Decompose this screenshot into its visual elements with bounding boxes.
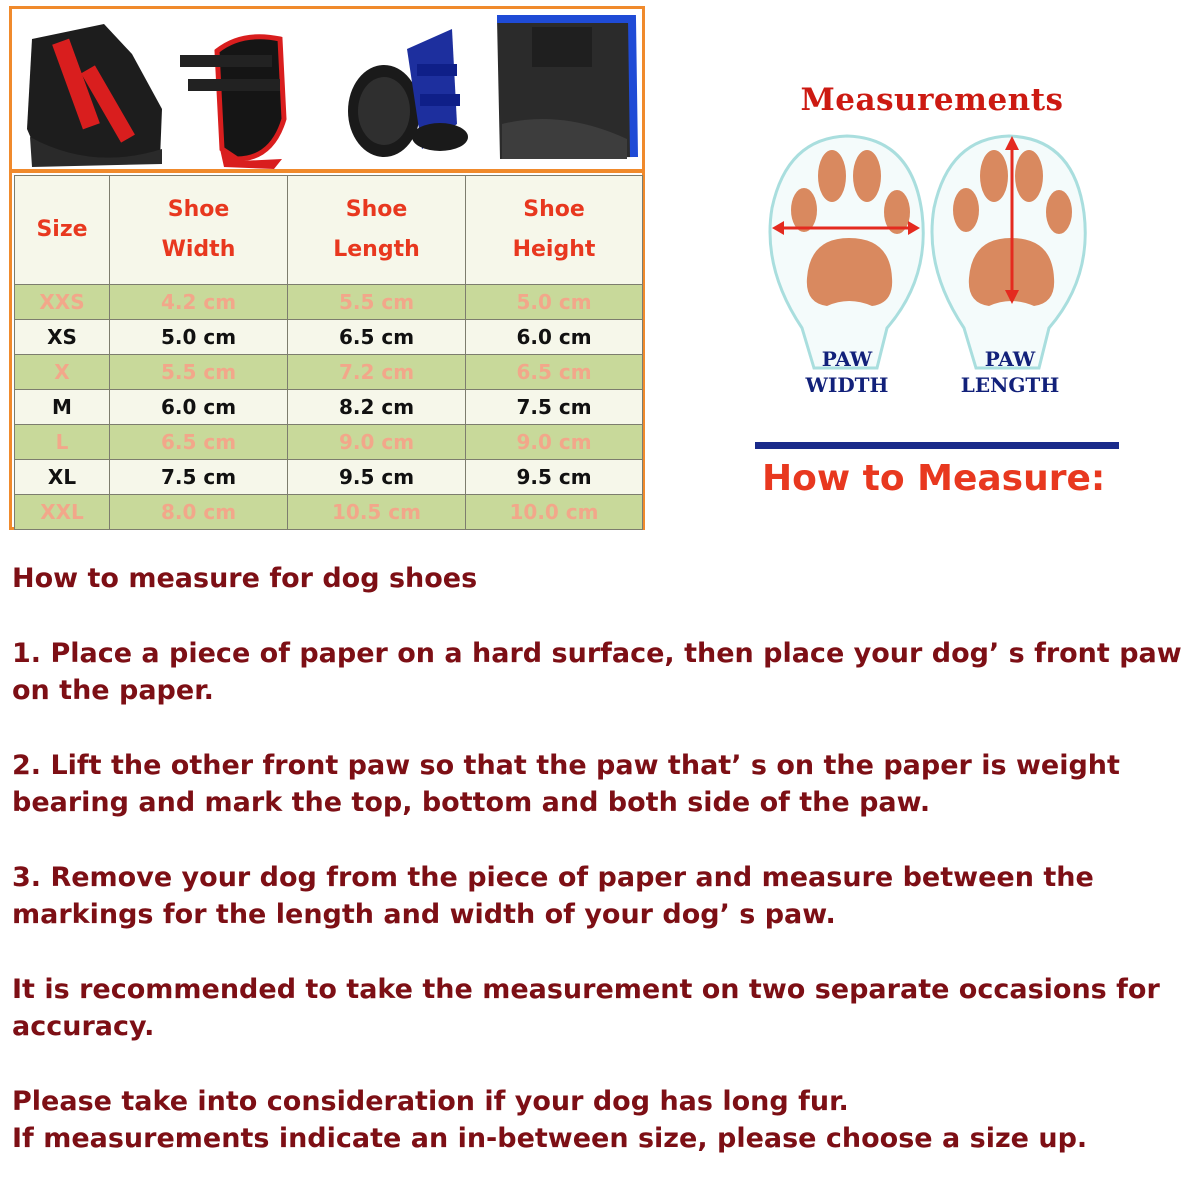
table-row: [15, 355, 643, 390]
shoe-photo-blue-sole: [348, 29, 468, 157]
measurement-diagram: [752, 78, 1132, 518]
size-chart-panel: [9, 6, 645, 530]
cell-height: 7.5 cm: [466, 390, 643, 425]
shoe-photo-red-flat: [180, 37, 284, 169]
table-row: [15, 460, 643, 495]
note-size-up: If measurements indicate an in-between size, please choose a size up.: [12, 1123, 1088, 1154]
cell-length: 9.5 cm: [288, 460, 466, 495]
shoe-photo-red-side: [27, 24, 162, 167]
table-row: [15, 495, 643, 530]
cell-size: XL: [15, 460, 110, 495]
instruction-step-2: 2. Lift the other front paw so that the paw that’ s on the paper is weight bearing and mark the top, bottom and both side of the paw.: [12, 750, 1120, 818]
header-size: Size: [15, 176, 110, 285]
cell-length: 7.2 cm: [288, 355, 466, 390]
cell-height: 9.5 cm: [466, 460, 643, 495]
paw-length-icon: [932, 136, 1085, 368]
cell-length: 5.5 cm: [288, 285, 466, 320]
instruction-step-3: 3. Remove your dog from the piece of paper and measure between the markings for the length and width of your dog’ s paw.: [12, 862, 1094, 930]
photo-divider: [12, 169, 642, 173]
cell-height: 5.0 cm: [466, 285, 643, 320]
table-row: [15, 425, 643, 460]
cell-length: 9.0 cm: [288, 425, 466, 460]
header-shoe-length: Shoe Length: [288, 176, 466, 285]
table-row: [15, 285, 643, 320]
cell-width: 7.5 cm: [110, 460, 288, 495]
cell-length: 8.2 cm: [288, 390, 466, 425]
diagram-title: Measurements: [800, 82, 1064, 118]
size-table: [14, 175, 643, 530]
cell-width: 5.5 cm: [110, 355, 288, 390]
cell-length: 6.5 cm: [288, 320, 466, 355]
table-row: [15, 320, 643, 355]
cell-size: XXS: [15, 285, 110, 320]
cell-height: 6.0 cm: [466, 320, 643, 355]
instructions-section: [12, 560, 1192, 1157]
divider-rule: [755, 442, 1119, 449]
recommendation-text: It is recommended to take the measurement on two separate occasions for accuracy.: [12, 974, 1160, 1042]
paw-width-caption: PAW WIDTH: [805, 347, 889, 397]
cell-size: X: [15, 355, 110, 390]
header-shoe-height: Shoe Height: [466, 176, 643, 285]
instruction-step-1: 1. Place a piece of paper on a hard surface, then place your dog’ s front paw on the paper.: [12, 638, 1182, 706]
paw-length-caption: PAW LENGTH: [960, 347, 1060, 397]
cell-size: XXL: [15, 495, 110, 530]
cell-height: 6.5 cm: [466, 355, 643, 390]
instructions-title: How to measure for dog shoes: [12, 563, 478, 594]
cell-width: 6.0 cm: [110, 390, 288, 425]
cell-height: 9.0 cm: [466, 425, 643, 460]
cell-size: XS: [15, 320, 110, 355]
paw-width-icon: [770, 136, 923, 368]
header-shoe-width: Shoe Width: [110, 176, 288, 285]
table-header-row: [15, 176, 643, 285]
cell-width: 4.2 cm: [110, 285, 288, 320]
cell-length: 10.5 cm: [288, 495, 466, 530]
cell-size: M: [15, 390, 110, 425]
table-row: [15, 390, 643, 425]
product-photos: [12, 9, 642, 169]
cell-width: 5.0 cm: [110, 320, 288, 355]
note-long-fur: Please take into consideration if your dog has long fur.: [12, 1086, 849, 1117]
cell-height: 10.0 cm: [466, 495, 643, 530]
how-to-measure-heading: How to Measure:: [762, 458, 1106, 499]
cell-width: 8.0 cm: [110, 495, 288, 530]
shoe-photo-blue-flat: [497, 19, 634, 159]
cell-width: 6.5 cm: [110, 425, 288, 460]
cell-size: L: [15, 425, 110, 460]
